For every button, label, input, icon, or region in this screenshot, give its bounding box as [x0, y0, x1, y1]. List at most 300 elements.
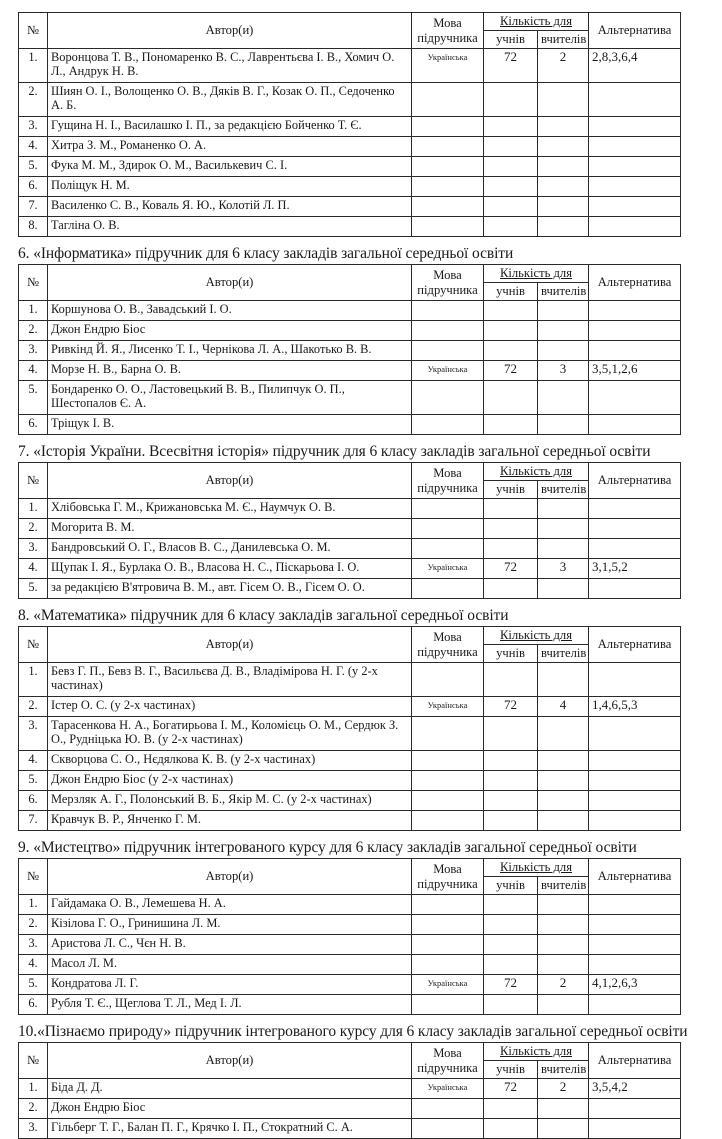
row-language: Українська [412, 1079, 484, 1099]
row-students-count [484, 791, 538, 811]
row-alternative: 2,8,3,6,4 [589, 49, 681, 83]
row-alternative [589, 539, 681, 559]
table-row [19, 117, 681, 137]
table-row [19, 539, 681, 559]
row-teachers-count [538, 217, 589, 237]
table-row [19, 321, 681, 341]
textbook-section [18, 245, 680, 435]
row-language [412, 791, 484, 811]
row-number: 4. [19, 361, 48, 381]
header-teachers: вчителів [538, 1061, 589, 1079]
table-row [19, 811, 681, 831]
row-language: Українська [412, 559, 484, 579]
header-lang: Мова підручника [412, 627, 484, 663]
row-number: 6. [19, 415, 48, 435]
row-teachers-count [538, 1099, 589, 1119]
row-teachers-count [538, 519, 589, 539]
row-language [412, 895, 484, 915]
row-authors: Біда Д. Д. [48, 1079, 412, 1099]
table-row [19, 717, 681, 751]
row-authors: Шиян О. І., Волощенко О. В., Дяків В. Г., Козак О. П., Седоченко А. Б. [48, 83, 412, 117]
row-authors: Аристова Л. С., Чєн Н. В. [48, 935, 412, 955]
header-num: № [19, 859, 48, 895]
header-lang: Мова підручника [412, 463, 484, 499]
row-teachers-count [538, 117, 589, 137]
row-students-count [484, 83, 538, 117]
table-row [19, 955, 681, 975]
row-number: 6. [19, 995, 48, 1015]
row-language: Українська [412, 697, 484, 717]
row-students-count [484, 197, 538, 217]
textbook-section [18, 607, 680, 831]
row-authors: Кравчук В. Р., Янченко Г. М. [48, 811, 412, 831]
row-alternative [589, 157, 681, 177]
header-author: Автор(и) [48, 1043, 412, 1079]
row-number: 4. [19, 955, 48, 975]
table-row [19, 519, 681, 539]
row-language [412, 321, 484, 341]
row-students-count [484, 539, 538, 559]
row-teachers-count: 2 [538, 975, 589, 995]
row-language [412, 771, 484, 791]
table-body [19, 895, 681, 1015]
row-teachers-count [538, 137, 589, 157]
row-number: 1. [19, 895, 48, 915]
authors-table [18, 1042, 681, 1139]
textbook-section [18, 1023, 688, 1139]
row-students-count [484, 955, 538, 975]
header-qty-label: Кількість для [500, 860, 573, 874]
row-number: 2. [19, 1099, 48, 1119]
row-alternative [589, 1119, 681, 1139]
header-lang: Мова підручника [412, 859, 484, 895]
header-students: учнів [484, 283, 538, 301]
row-students-count [484, 663, 538, 697]
table-body [19, 301, 681, 435]
row-teachers-count [538, 751, 589, 771]
authors-table [18, 462, 681, 599]
table-row [19, 341, 681, 361]
table-row [19, 1079, 681, 1099]
table-row [19, 935, 681, 955]
row-number: 2. [19, 915, 48, 935]
row-alternative [589, 381, 681, 415]
header-alt: Альтернатива [589, 627, 681, 663]
header-qty-group [484, 627, 589, 645]
header-alt: Альтернатива [589, 463, 681, 499]
row-authors: Гущина Н. І., Василашко І. П., за редакцією Бойченко Т. Є. [48, 117, 412, 137]
row-alternative: 3,5,1,2,6 [589, 361, 681, 381]
row-language [412, 519, 484, 539]
row-students-count [484, 915, 538, 935]
row-language [412, 579, 484, 599]
row-students-count [484, 217, 538, 237]
table-row [19, 83, 681, 117]
header-author: Автор(и) [48, 265, 412, 301]
row-alternative: 1,4,6,5,3 [589, 697, 681, 717]
row-alternative [589, 579, 681, 599]
table-row [19, 499, 681, 519]
header-qty-label: Кількість для [500, 1044, 573, 1058]
row-number: 1. [19, 663, 48, 697]
row-number: 4. [19, 137, 48, 157]
header-teachers: вчителів [538, 283, 589, 301]
row-authors: Гільберг Т. Г., Балан П. Г., Крячко І. П., Стократний С. А. [48, 1119, 412, 1139]
section-title: 7. «Історія України. Всесвітня історія» підручник для 6 класу закладів загальної середньої освіти [18, 443, 651, 460]
table-row [19, 415, 681, 435]
row-teachers-count [538, 771, 589, 791]
header-qty-group [484, 859, 589, 877]
row-teachers-count [538, 579, 589, 599]
row-teachers-count [538, 791, 589, 811]
header-lang: Мова підручника [412, 1043, 484, 1079]
row-alternative [589, 519, 681, 539]
row-authors: Василенко С. В., Коваль Я. Ю., Колотій Л. П. [48, 197, 412, 217]
textbook-section [18, 443, 680, 599]
row-number: 2. [19, 697, 48, 717]
row-teachers-count [538, 663, 589, 697]
table-body [19, 1079, 681, 1139]
table-row [19, 995, 681, 1015]
row-alternative [589, 771, 681, 791]
table-row [19, 1119, 681, 1139]
row-number: 4. [19, 559, 48, 579]
table-row [19, 197, 681, 217]
row-authors: Могорита В. М. [48, 519, 412, 539]
header-num: № [19, 265, 48, 301]
row-alternative [589, 341, 681, 361]
header-alt: Альтернатива [589, 1043, 681, 1079]
row-teachers-count [538, 717, 589, 751]
row-students-count [484, 935, 538, 955]
table-row [19, 751, 681, 771]
row-language [412, 83, 484, 117]
row-number: 7. [19, 811, 48, 831]
row-number: 6. [19, 791, 48, 811]
row-authors: Поліщук Н. М. [48, 177, 412, 197]
row-language [412, 157, 484, 177]
header-students: учнів [484, 877, 538, 895]
table-row [19, 559, 681, 579]
row-students-count: 72 [484, 361, 538, 381]
header-alt: Альтернатива [589, 265, 681, 301]
table-row [19, 177, 681, 197]
header-num: № [19, 13, 48, 49]
row-alternative [589, 915, 681, 935]
row-authors: Тріщук І. В. [48, 415, 412, 435]
header-author: Автор(и) [48, 463, 412, 499]
row-language [412, 197, 484, 217]
row-teachers-count [538, 1119, 589, 1139]
table-row [19, 301, 681, 321]
row-number: 2. [19, 321, 48, 341]
row-alternative [589, 811, 681, 831]
table-row [19, 137, 681, 157]
row-teachers-count [538, 811, 589, 831]
row-alternative [589, 415, 681, 435]
row-students-count [484, 415, 538, 435]
row-authors: Морзе Н. В., Барна О. В. [48, 361, 412, 381]
section-title: 10.«Пізнаємо природу» підручник інтегрованого курсу для 6 класу закладів загальної середньої освіти [18, 1023, 688, 1040]
header-qty-label: Кількість для [500, 266, 573, 280]
section-title: 8. «Математика» підручник для 6 класу закладів загальної середньої освіти [18, 607, 509, 624]
row-language [412, 217, 484, 237]
row-teachers-count [538, 539, 589, 559]
row-teachers-count [538, 301, 589, 321]
row-language [412, 811, 484, 831]
textbook-section [18, 12, 680, 237]
header-teachers: вчителів [538, 645, 589, 663]
row-language [412, 341, 484, 361]
row-teachers-count [538, 499, 589, 519]
row-alternative [589, 217, 681, 237]
row-number: 5. [19, 157, 48, 177]
row-number: 5. [19, 975, 48, 995]
table-row [19, 975, 681, 995]
row-authors: Ривкінд Й. Я., Лисенко Т. І., Чернікова Л. А., Шакотько В. В. [48, 341, 412, 361]
table-row [19, 895, 681, 915]
authors-table [18, 858, 681, 1015]
header-teachers: вчителів [538, 481, 589, 499]
row-authors: Масол Л. М. [48, 955, 412, 975]
row-students-count [484, 177, 538, 197]
row-teachers-count [538, 995, 589, 1015]
header-author: Автор(и) [48, 859, 412, 895]
row-language [412, 995, 484, 1015]
header-num: № [19, 627, 48, 663]
row-students-count [484, 519, 538, 539]
row-alternative: 4,1,2,6,3 [589, 975, 681, 995]
header-lang: Мова підручника [412, 13, 484, 49]
row-alternative [589, 791, 681, 811]
row-students-count [484, 117, 538, 137]
header-qty-group [484, 463, 589, 481]
row-number: 5. [19, 771, 48, 791]
row-language [412, 539, 484, 559]
row-alternative [589, 301, 681, 321]
row-students-count [484, 895, 538, 915]
row-alternative [589, 1099, 681, 1119]
section-title: 9. «Мистецтво» підручник інтегрованого курсу для 6 класу закладів загальної середньої освіти [18, 839, 637, 856]
header-students: учнів [484, 645, 538, 663]
table-body [19, 663, 681, 831]
row-alternative: 3,1,5,2 [589, 559, 681, 579]
table-row [19, 49, 681, 83]
row-teachers-count [538, 341, 589, 361]
row-authors: за редакцією В'ятровича В. М., авт. Гісем О. В., Гісем О. О. [48, 579, 412, 599]
row-students-count [484, 301, 538, 321]
row-authors: Бевз Г. П., Бевз В. Г., Васильєва Д. В., Владімірова Н. Г. (у 2-х частинах) [48, 663, 412, 697]
row-language [412, 955, 484, 975]
header-teachers: вчителів [538, 31, 589, 49]
row-students-count [484, 157, 538, 177]
row-language [412, 177, 484, 197]
row-students-count: 72 [484, 697, 538, 717]
table-body [19, 49, 681, 237]
header-students: учнів [484, 481, 538, 499]
row-alternative [589, 935, 681, 955]
table-row [19, 361, 681, 381]
header-author: Автор(и) [48, 13, 412, 49]
row-number: 7. [19, 197, 48, 217]
row-authors: Гайдамака О. В., Лемешева Н. А. [48, 895, 412, 915]
row-students-count [484, 499, 538, 519]
row-teachers-count: 2 [538, 49, 589, 83]
row-alternative: 3,5,4,2 [589, 1079, 681, 1099]
row-number: 1. [19, 301, 48, 321]
row-alternative [589, 663, 681, 697]
header-qty-group [484, 1043, 589, 1061]
table-row [19, 579, 681, 599]
row-authors: Мерзляк А. Г., Полонський В. Б., Якір М. С. (у 2-х частинах) [48, 791, 412, 811]
table-row [19, 791, 681, 811]
document-page [18, 12, 688, 1139]
row-students-count: 72 [484, 1079, 538, 1099]
row-language [412, 415, 484, 435]
row-students-count [484, 995, 538, 1015]
row-teachers-count [538, 955, 589, 975]
row-alternative [589, 177, 681, 197]
row-authors: Воронцова Т. В., Пономаренко В. С., Лаврентьєва І. В., Хомич О. Л., Андрук Н. В. [48, 49, 412, 83]
row-number: 3. [19, 935, 48, 955]
header-qty-label: Кількість для [500, 628, 573, 642]
table-row [19, 915, 681, 935]
row-teachers-count [538, 197, 589, 217]
row-language [412, 381, 484, 415]
row-authors: Тагліна О. В. [48, 217, 412, 237]
header-qty-group [484, 13, 589, 31]
header-num: № [19, 463, 48, 499]
row-authors: Бандровський О. Г., Власов В. С., Данилевська О. М. [48, 539, 412, 559]
row-alternative [589, 499, 681, 519]
row-alternative [589, 117, 681, 137]
row-language [412, 717, 484, 751]
row-alternative [589, 717, 681, 751]
row-students-count [484, 381, 538, 415]
header-num: № [19, 1043, 48, 1079]
row-language: Українська [412, 361, 484, 381]
row-number: 3. [19, 117, 48, 137]
row-authors: Кондратова Л. Г. [48, 975, 412, 995]
row-language [412, 751, 484, 771]
row-teachers-count: 3 [538, 559, 589, 579]
header-qty-label: Кількість для [500, 14, 573, 28]
row-authors: Джон Ендрю Біос [48, 321, 412, 341]
row-authors: Хитра З. М., Романенко О. А. [48, 137, 412, 157]
row-teachers-count: 4 [538, 697, 589, 717]
table-row [19, 771, 681, 791]
row-language [412, 117, 484, 137]
row-number: 3. [19, 341, 48, 361]
row-number: 5. [19, 579, 48, 599]
row-language [412, 137, 484, 157]
row-authors: Фука М. М., Здирок О. М., Василькевич С. І. [48, 157, 412, 177]
row-language: Українська [412, 49, 484, 83]
row-language [412, 1119, 484, 1139]
section-title: 6. «Інформатика» підручник для 6 класу закладів загальної середньої освіти [18, 245, 514, 262]
table-body [19, 499, 681, 599]
row-number: 1. [19, 499, 48, 519]
row-students-count: 72 [484, 559, 538, 579]
row-language [412, 1099, 484, 1119]
row-students-count [484, 717, 538, 751]
header-lang: Мова підручника [412, 265, 484, 301]
row-authors: Бондаренко О. О., Ластовецький В. В., Пилипчук О. П., Шестопалов Є. А. [48, 381, 412, 415]
row-authors: Рубля Т. Є., Щеглова Т. Л., Мед І. Л. [48, 995, 412, 1015]
row-authors: Тарасенкова Н. А., Богатирьова І. М., Коломієць О. М., Сердюк З. О., Рудніцька Ю. В. (у 2-х частинах) [48, 717, 412, 751]
row-authors: Джон Ендрю Біос (у 2-х частинах) [48, 771, 412, 791]
row-authors: Істер О. С. (у 2-х частинах) [48, 697, 412, 717]
row-number: 4. [19, 751, 48, 771]
table-row [19, 1099, 681, 1119]
row-teachers-count [538, 915, 589, 935]
row-language [412, 301, 484, 321]
row-alternative [589, 137, 681, 157]
row-language [412, 663, 484, 697]
row-authors: Щупак І. Я., Бурлака О. В., Власова Н. С., Піскарьова І. О. [48, 559, 412, 579]
row-number: 3. [19, 539, 48, 559]
row-authors: Джон Ендрю Біос [48, 1099, 412, 1119]
row-students-count: 72 [484, 975, 538, 995]
table-row [19, 157, 681, 177]
header-alt: Альтернатива [589, 859, 681, 895]
header-qty-label: Кількість для [500, 464, 573, 478]
row-number: 1. [19, 1079, 48, 1099]
row-language [412, 935, 484, 955]
row-teachers-count [538, 83, 589, 117]
row-number: 3. [19, 717, 48, 751]
authors-table [18, 264, 681, 435]
row-authors: Скворцова С. О., Нєдялкова К. В. (у 2-х частинах) [48, 751, 412, 771]
row-teachers-count [538, 415, 589, 435]
row-alternative [589, 751, 681, 771]
row-number: 2. [19, 519, 48, 539]
table-row [19, 697, 681, 717]
row-teachers-count: 3 [538, 361, 589, 381]
row-alternative [589, 83, 681, 117]
table-row [19, 663, 681, 697]
row-alternative [589, 895, 681, 915]
row-authors: Коршунова О. В., Завадський І. О. [48, 301, 412, 321]
row-teachers-count [538, 935, 589, 955]
row-students-count [484, 811, 538, 831]
table-row [19, 217, 681, 237]
row-students-count [484, 579, 538, 599]
row-students-count: 72 [484, 49, 538, 83]
authors-table [18, 626, 681, 831]
header-qty-group [484, 265, 589, 283]
row-number: 1. [19, 49, 48, 83]
authors-table [18, 12, 681, 237]
row-authors: Кізілова Г. О., Гринишина Л. М. [48, 915, 412, 935]
row-teachers-count [538, 321, 589, 341]
row-number: 6. [19, 177, 48, 197]
row-language: Українська [412, 975, 484, 995]
row-alternative [589, 197, 681, 217]
row-alternative [589, 321, 681, 341]
row-language [412, 915, 484, 935]
row-number: 3. [19, 1119, 48, 1139]
header-students: учнів [484, 1061, 538, 1079]
row-students-count [484, 137, 538, 157]
row-number: 2. [19, 83, 48, 117]
row-students-count [484, 341, 538, 361]
row-language [412, 499, 484, 519]
row-number: 5. [19, 381, 48, 415]
table-row [19, 381, 681, 415]
row-students-count [484, 771, 538, 791]
row-students-count [484, 1119, 538, 1139]
